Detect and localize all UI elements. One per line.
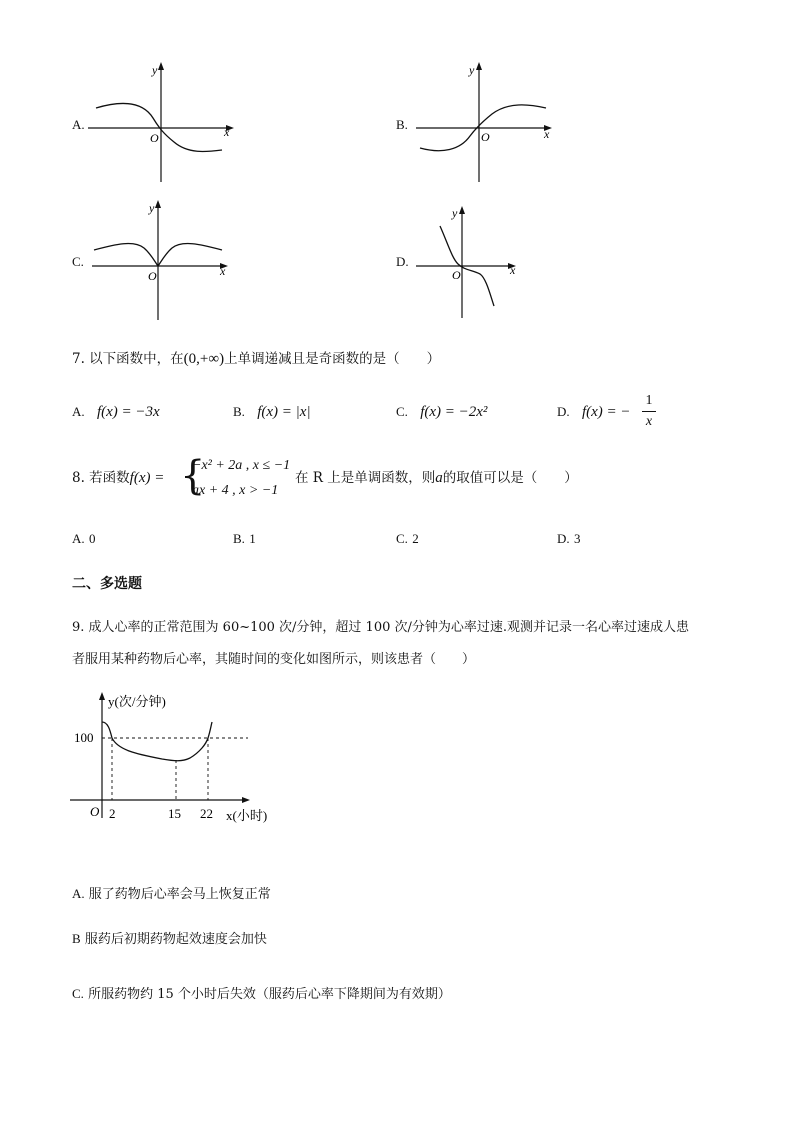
q7-stem-suffix: 上单调递减且是奇函数的是（ ） <box>224 351 441 367</box>
q6-graph-a <box>88 62 248 188</box>
q9-option-a-text: 服了药物后心率会马上恢复正常 <box>88 887 271 902</box>
q7-option-d-expr: f(x) = − <box>581 404 631 420</box>
q6-option-d-letter: D. <box>396 254 409 269</box>
q8-option-d-text: 3 <box>573 531 581 546</box>
q8-option-c-text: 2 <box>412 531 419 546</box>
q6-graph-c <box>88 200 248 326</box>
q8-option-a-text: 0 <box>88 531 96 546</box>
y-axis-arrow <box>155 200 161 208</box>
q7-option-d-fraction-numerator: 1 <box>645 393 653 408</box>
y-tick-100: 100 <box>74 730 94 745</box>
q7-option-b-letter: B. <box>233 404 245 419</box>
q6-option-a-letter: A. <box>72 117 85 132</box>
q8-stem-suffix <box>295 469 578 487</box>
q8-stem-suffix-text: 在 R 上是单调函数，则 <box>295 470 436 486</box>
q8-option-b-letter: B. <box>233 531 245 546</box>
q9-stem-line-1: 9. 成人心率的正常范围为 60~100 次/分钟，超过 100 次/分钟为心率过速.观测并记录一名心率过速成人患 <box>72 620 690 635</box>
q7-option-a-expr: f(x) = −3x <box>96 404 160 420</box>
q9-option-a-letter: A. <box>72 886 85 901</box>
q7-option-c <box>396 403 487 421</box>
q6-graph-d <box>412 204 532 324</box>
q7-option-a <box>72 403 160 421</box>
origin-label: O <box>452 268 461 282</box>
q9-stem-line-2: 者服用某种药物后心率，其随时间的变化如图所示，则该患者（ ） <box>72 652 476 667</box>
origin-label: O <box>148 269 157 283</box>
q9-heart-rate-chart <box>66 688 286 828</box>
q6-option-c-letter: C. <box>72 254 84 269</box>
q9-option-c <box>72 985 451 1004</box>
q8-option-a <box>72 530 95 548</box>
q8-option-c-letter: C. <box>396 531 408 546</box>
q8-option-b-text: 1 <box>249 531 256 546</box>
x-label: x <box>544 127 550 141</box>
q9-option-b-text: 服药后初期药物起效速度会加快 <box>84 932 267 947</box>
q8-option-d <box>557 530 580 548</box>
q6-option-b-letter: B. <box>396 117 408 132</box>
q8-var: a <box>435 470 443 486</box>
q9-option-c-letter: C. <box>72 986 84 1001</box>
q7-interval: (0,+∞) <box>183 351 225 367</box>
q8-stem-end: 的取值可以是（ ） <box>442 470 578 486</box>
y-label: y <box>452 206 458 220</box>
y-label: y <box>469 63 475 77</box>
q7-option-b <box>233 403 311 421</box>
q8-option-a-letter: A. <box>72 531 85 546</box>
y-axis-arrow <box>459 206 465 214</box>
heart-rate-curve <box>102 722 212 761</box>
q8-func: f(x) = <box>129 470 165 486</box>
q9-option-b <box>72 930 267 949</box>
q7-option-d-fraction-denominator: x <box>645 414 653 429</box>
q8-option-b <box>233 530 256 548</box>
x-tick-22: 22 <box>200 806 213 821</box>
q9-option-b-letter: B <box>72 931 81 946</box>
y-axis-arrow <box>158 62 164 70</box>
q8-case-2: ax + 4 , x > −1 <box>192 483 279 498</box>
q8-stem-prefix-text: 8. 若函数 <box>72 470 130 486</box>
q7-stem-prefix: 7. 以下函数中，在 <box>72 351 184 367</box>
q8-brace: { <box>180 453 206 499</box>
q7-stem <box>72 350 440 368</box>
y-label: y <box>149 201 155 215</box>
origin-label: O <box>481 130 490 144</box>
q8-option-d-letter: D. <box>557 531 570 546</box>
x-label: x <box>224 125 230 139</box>
q7-option-c-expr: f(x) = −2x² <box>420 404 488 420</box>
x-tick-2: 2 <box>109 806 116 821</box>
q7-option-d-fraction-bar <box>642 411 656 412</box>
y-label: y <box>152 63 158 77</box>
x-label: x <box>510 263 516 277</box>
q8-stem-prefix <box>72 469 164 487</box>
q8-option-c <box>396 530 419 548</box>
x-tick-15: 15 <box>168 806 181 821</box>
q6-graph-b <box>412 62 572 188</box>
x-axis-arrow <box>242 797 250 803</box>
q7-option-d <box>557 403 631 421</box>
section-title: 二、多选题 <box>72 576 142 592</box>
q7-option-d-letter: D. <box>557 404 570 419</box>
q8-case-1: −x² + 2a , x ≤ −1 <box>192 458 291 473</box>
origin-label: O <box>90 804 100 819</box>
q9-option-a <box>72 885 271 904</box>
x-label: x <box>220 264 226 278</box>
y-axis-arrow <box>99 692 105 700</box>
y-axis-arrow <box>476 62 482 70</box>
q7-option-a-letter: A. <box>72 404 85 419</box>
x-axis-label: x(小时) <box>226 808 268 823</box>
y-axis-label: y(次/分钟) <box>108 694 166 709</box>
q9-option-c-text: 所服药物约 15 个小时后失效（服药后心率下降期间为有效期） <box>88 987 451 1002</box>
origin-label: O <box>150 131 159 145</box>
q7-option-b-expr: f(x) = |x| <box>257 404 311 420</box>
q7-option-c-letter: C. <box>396 404 408 419</box>
